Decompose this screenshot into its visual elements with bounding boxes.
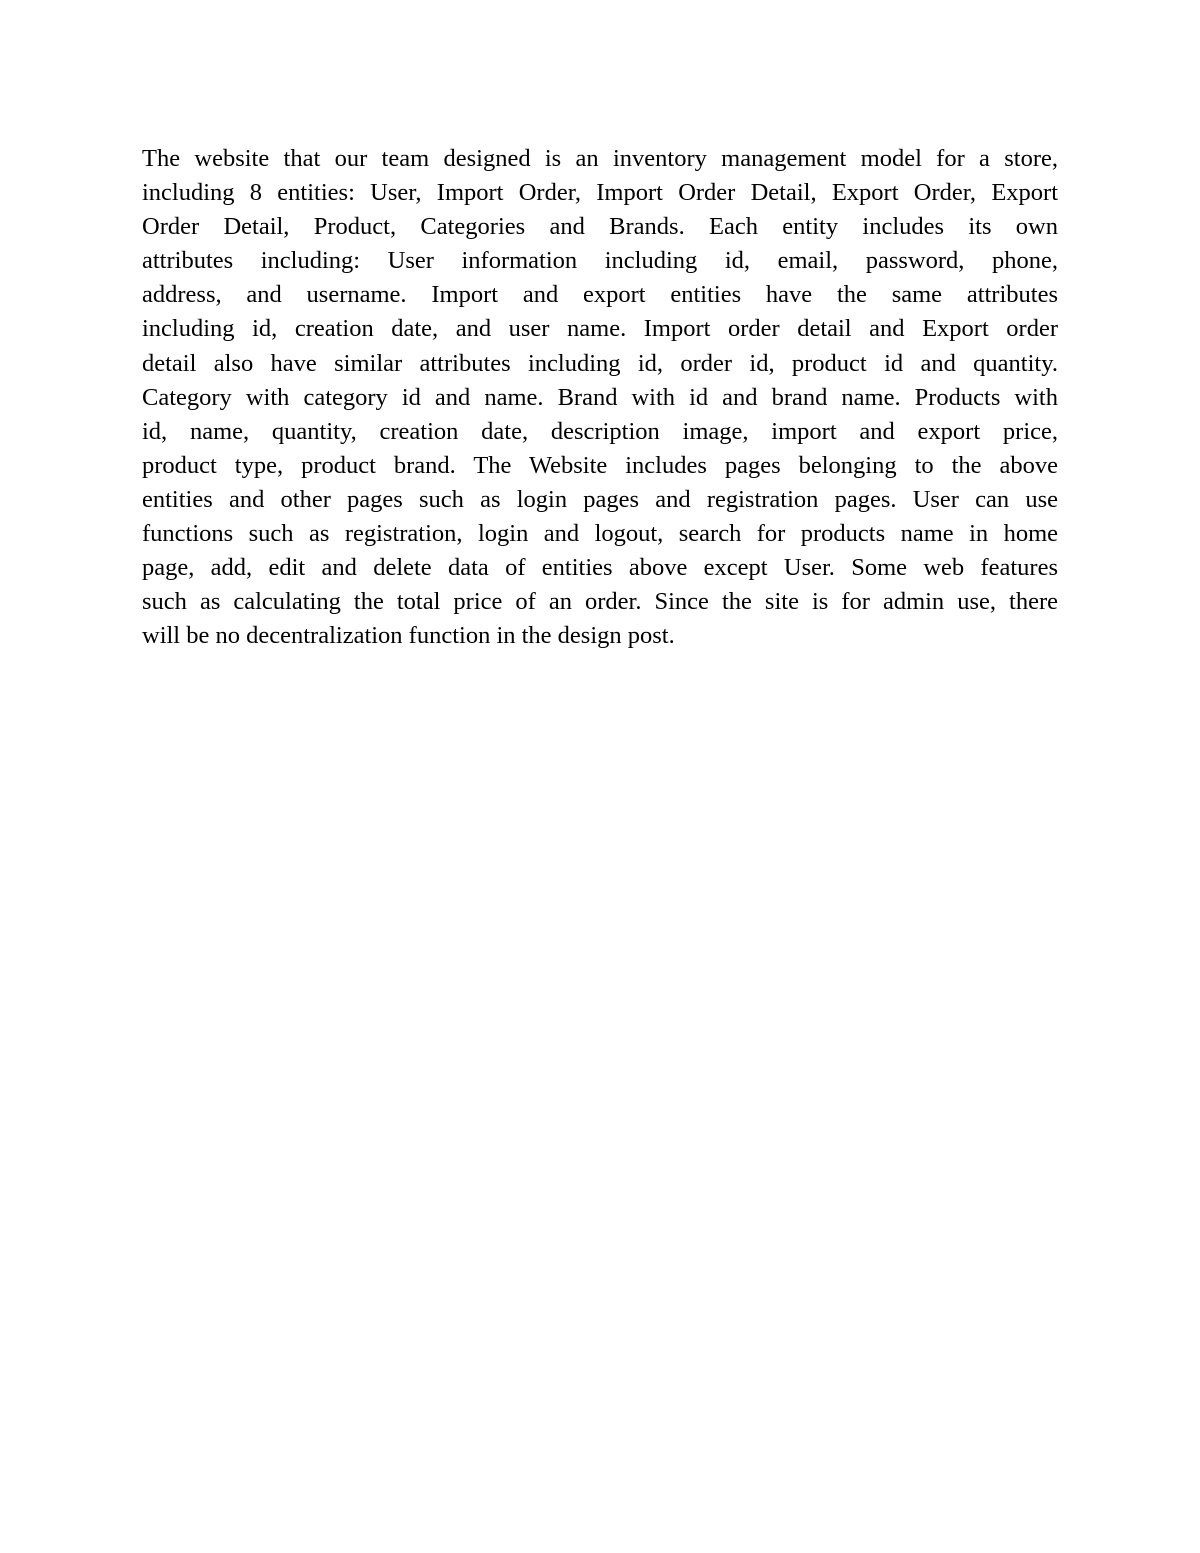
paragraph-line: including 8 entities: User, Import Order, Import Order Detail, Export Order, Export [142,179,1058,207]
paragraph-line: detail also have similar attributes including id, order id, product id and quantity. [142,349,1058,377]
body-paragraph [142,142,1058,653]
paragraph-line: Order Detail, Product, Categories and Brands. Each entity includes its own [142,213,1058,241]
paragraph-line: entities and other pages such as login pages and registration pages. User can use [142,485,1058,513]
paragraph-line: functions such as registration, login and logout, search for products name in home [142,520,1058,548]
paragraph-line: will be no decentralization function in the design post. [142,622,675,650]
paragraph-line: such as calculating the total price of an order. Since the site is for admin use, there [142,588,1058,616]
paragraph-line: attributes including: User information including id, email, password, phone, [142,247,1058,275]
paragraph-line: product type, product brand. The Website includes pages belonging to the above [142,451,1058,479]
paragraph-line: id, name, quantity, creation date, description image, import and export price, [142,417,1058,445]
paragraph-line: address, and username. Import and export entities have the same attributes [142,281,1058,309]
paragraph-line: including id, creation date, and user name. Import order detail and Export order [142,315,1058,343]
paragraph-line: The website that our team designed is an inventory management model for a store, [142,145,1058,172]
paragraph-line: Category with category id and name. Brand with id and brand name. Products with [142,383,1058,411]
paragraph-line: page, add, edit and delete data of entities above except User. Some web features [142,554,1058,582]
